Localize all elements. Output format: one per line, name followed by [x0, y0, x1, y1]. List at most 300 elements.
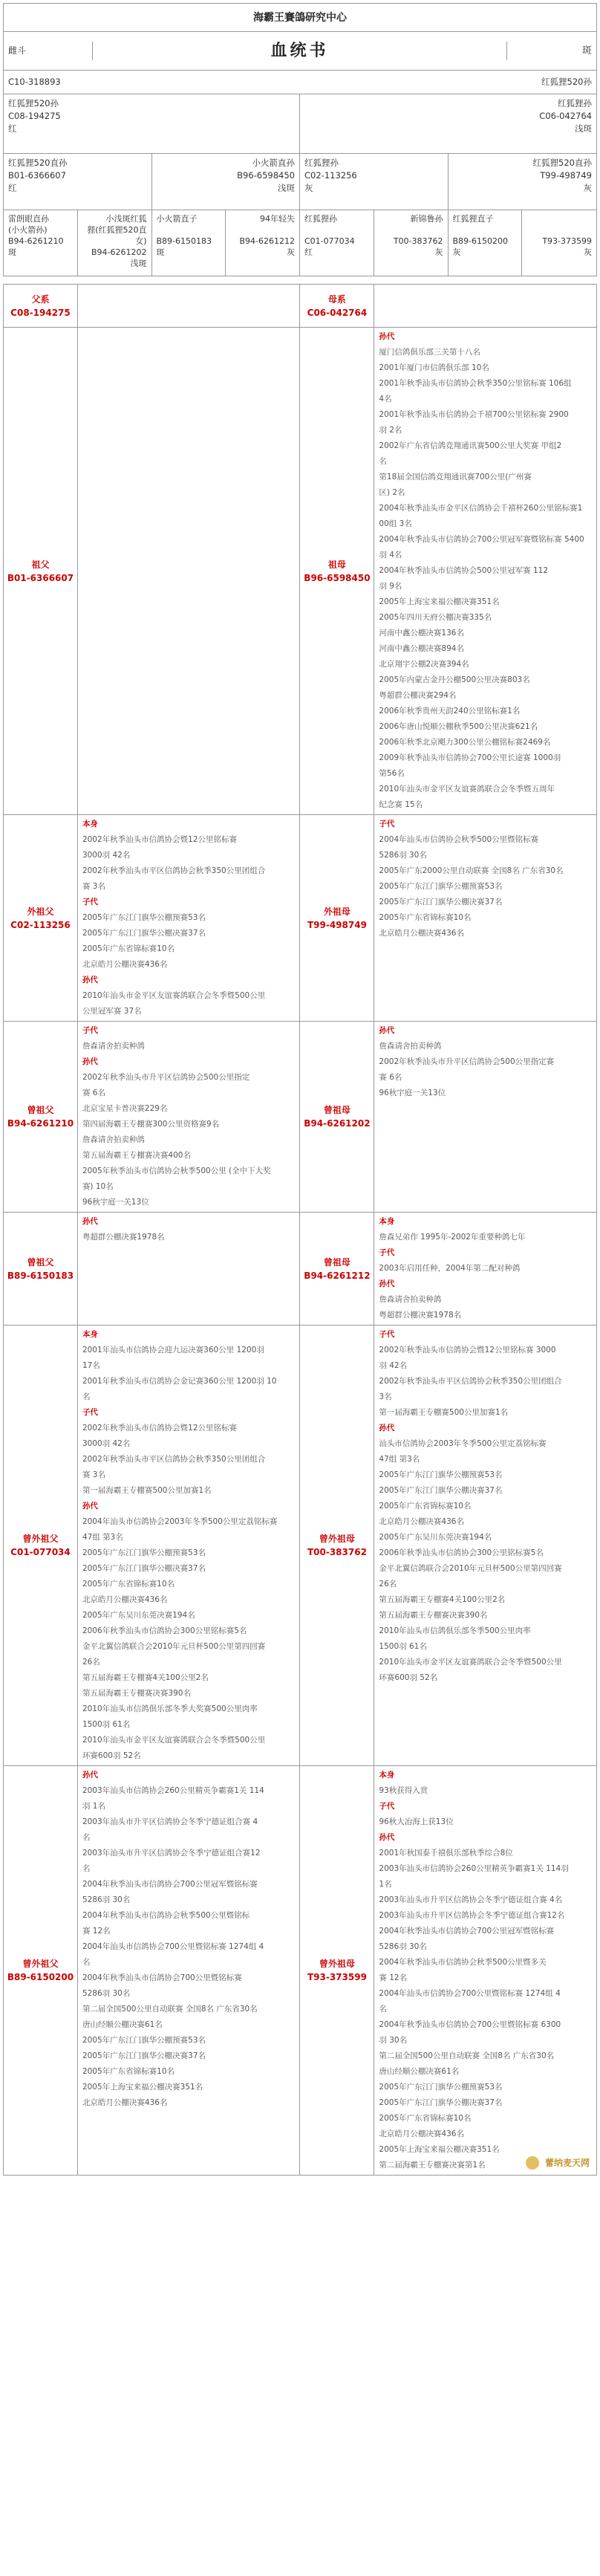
- record-section-label: 孙代: [379, 332, 395, 341]
- race-record: 赛 3名: [82, 1470, 105, 1479]
- race-record: 17名: [82, 1361, 100, 1370]
- race-record: 2005年广东省锦标赛10名: [379, 2114, 472, 2123]
- record-section-label: 本身: [82, 1330, 98, 1339]
- race-record: 47组 第3名: [379, 1455, 420, 1464]
- race-record: 2005年内蒙古金丹公棚500公里决赛803名: [379, 675, 530, 684]
- record-section-label: 孙代: [379, 1026, 395, 1035]
- race-record: 2005年广东吴川东莞决赛194名: [379, 1533, 492, 1542]
- pedigree-id-row: [4, 71, 596, 94]
- ancestor-ring: B96-6598450: [304, 572, 371, 583]
- grandparent-cell: [449, 154, 597, 210]
- ggp-line: 红狐狸直子: [452, 214, 494, 224]
- sire-color: 红: [8, 123, 17, 134]
- race-record: 26名: [379, 1580, 397, 1589]
- grandparent-cell: [300, 154, 449, 210]
- ggp-line: 斑: [8, 247, 16, 257]
- record-section-label: 孙代: [82, 1057, 98, 1066]
- race-record: 2002年广东省信鸽竞翔通讯赛500公里大奖赛 甲组2: [379, 441, 562, 450]
- grandparent-ring: C02-113256: [304, 170, 357, 181]
- race-record: 2005年上海宝来福公棚决赛351名: [379, 597, 500, 606]
- race-record: 2005年广东省锦标赛10名: [82, 2067, 175, 2076]
- maternal-ancestor-label: [300, 1022, 374, 1213]
- ancestor-ring: C06-042764: [307, 307, 368, 318]
- grandparent-color: 浅斑: [278, 183, 295, 193]
- race-record: 羽 1名: [82, 1802, 105, 1811]
- watermark-text: 蕾纳麦天网: [544, 2157, 590, 2168]
- race-record: 2004年秋季汕头市信鸽协会700公里冠军暨铭标赛: [379, 1927, 555, 1936]
- record-section-label: 孙代: [379, 1833, 395, 1842]
- race-record: 2006年唐山悦顺公棚秋季500公里决赛621名: [379, 722, 538, 731]
- race-record: 2004年秋季汕头市信鸽协会700公里暨铭标赛 6300: [379, 2020, 561, 2029]
- race-record: 北京皓月公棚决赛436名: [82, 2098, 168, 2107]
- race-record: 2005年广东省锦标赛10名: [82, 1580, 175, 1589]
- grandparent-name: 红狐狸520直孙: [8, 158, 68, 168]
- race-record: 2005年广东江门旗华公棚预赛53名: [82, 1548, 206, 1557]
- ggp-line: 斑: [156, 247, 165, 257]
- grandparent-cell: [152, 154, 301, 210]
- grandparent-name: 红狐狸孙: [304, 158, 339, 168]
- grandparent-color: 红: [8, 183, 17, 193]
- race-record: 2010年汕头市金平区友谊赛鸽联合会冬季暨500公里: [379, 1658, 562, 1667]
- record-section-label: 孙代: [379, 1424, 395, 1433]
- paternal-ancestor-label: [4, 1766, 78, 2176]
- bird-ring-number: C10-318893: [8, 77, 61, 87]
- ancestor-relation: 曾祖父: [27, 1105, 54, 1115]
- race-record: 唐山经顺公棚决赛61名: [379, 2067, 460, 2076]
- race-record: 2002年秋季汕头市升平区信鸽协会500公里指定赛: [379, 1057, 555, 1066]
- ancestor-ring: B94-6261212: [304, 1270, 371, 1281]
- race-record: 2005年上海宝来福公棚决赛351名: [379, 2145, 500, 2154]
- sire-strain: 红狐狸520孙: [8, 98, 59, 108]
- race-record: 2004年秋季汕头市信鸽协会500公里冠军赛 112: [379, 566, 549, 575]
- ggp-line: 灰: [434, 247, 443, 257]
- record-section-label: 本身: [379, 1217, 395, 1226]
- ancestor-relation: 外祖母: [323, 906, 350, 917]
- race-record: 环赛600羽 52名: [82, 1751, 141, 1760]
- ggp-line: 灰: [584, 247, 592, 257]
- race-record: 金平北翼信鸽联合会2010年元旦杯500公里第四回赛: [82, 1642, 266, 1651]
- paternal-ancestor-records: [77, 815, 300, 1022]
- race-record: 羽 9名: [379, 582, 402, 591]
- sire-cell: [4, 94, 300, 154]
- great-grandparent-cell: [374, 210, 449, 276]
- maternal-ancestor-label: [300, 1213, 374, 1326]
- maternal-ancestor-records: [374, 328, 597, 815]
- race-record: 名: [379, 457, 387, 466]
- ggp-line: 灰: [287, 247, 295, 257]
- maternal-ancestor-records: [374, 815, 597, 1022]
- record-section-label: 子代: [82, 1026, 98, 1035]
- paternal-ancestor-label: [4, 285, 78, 328]
- race-record: 名: [82, 1833, 91, 1842]
- maternal-ancestor-label: [300, 1326, 374, 1766]
- race-record: 2004年秋季汕头市信鸽协会700公里冠军暨铭标赛: [82, 1880, 258, 1889]
- race-record: 96秋大冶海上获13位: [379, 1817, 454, 1826]
- pedigree-chart: [3, 3, 597, 276]
- race-record: 赛 12名: [379, 1973, 408, 1982]
- ancestor-relation: 母系: [327, 293, 346, 305]
- maternal-ancestor-label: [300, 815, 374, 1022]
- site-watermark: [526, 2156, 590, 2170]
- race-record: 2010年汕头市金平区友谊赛鸽联合会冬季暨500公里: [82, 991, 266, 1000]
- record-section-label: 子代: [82, 898, 98, 906]
- race-record: 2004年汕头市信鸽协会700公里暨铭标赛 1274组 4: [82, 1942, 264, 1951]
- race-record: 厦门信鸽俱乐部三关第十八名: [379, 348, 480, 357]
- race-record: 2003年汕头市升平区信鸽协会冬季宁德证组合赛12名: [379, 1911, 565, 1920]
- ggp-line: [304, 224, 369, 236]
- race-record: 羽 2名: [379, 426, 402, 435]
- race-record: 粤超群公棚决赛1978名: [82, 1233, 165, 1242]
- ancestor-ring: T00-383762: [307, 1547, 367, 1557]
- race-record: 汕头市信鸽协会2003年冬季500公里定荔铭标赛: [379, 1439, 547, 1448]
- record-section-label: 孙代: [82, 1217, 98, 1226]
- race-record: 唐山经顺公棚决赛61名: [82, 2020, 163, 2029]
- race-record: 2004年汕头市信鸽协会秋季500公里暨铭标赛: [379, 835, 539, 844]
- race-record: 河南中鑫公棚决赛894名: [379, 644, 464, 653]
- race-record: 北京皓月公棚决赛436名: [379, 2129, 464, 2138]
- parents-row: [4, 94, 596, 154]
- race-record: 2006年秋季贵州天韵240公里铭标赛1名: [379, 707, 521, 716]
- race-record: 26名: [82, 1658, 100, 1667]
- ggp-line: [526, 224, 592, 236]
- paternal-ancestor-label: [4, 1326, 78, 1766]
- race-record: 2006年秋季北京飓力300公里公棚铭标赛2469名: [379, 738, 551, 747]
- race-record: 名: [82, 1958, 91, 1967]
- ancestor-ring: B89-6150183: [7, 1270, 74, 1281]
- race-record: 第18届全国信鸽竞翔通讯赛700公里(广州赛: [379, 473, 532, 481]
- race-record: 2009年秋季汕头市信鸽协会700公里长途赛 1000羽: [379, 753, 561, 762]
- race-record: 詹森兄弟作 1995年-2002年重要种鸽七年: [379, 1233, 526, 1242]
- race-record: 2003年汕头市升平区信鸽协会冬季宁德证组合赛 4: [82, 1817, 258, 1826]
- race-record: 赛 12名: [82, 1927, 111, 1936]
- ancestor-relation: 曾外祖父: [22, 1534, 59, 1544]
- race-record: 2004年秋季汕头市信鸽协会700公里冠军赛暨铭标赛 5400: [379, 535, 584, 544]
- record-section-label: 孙代: [82, 1771, 98, 1779]
- race-record: 环赛600羽 52名: [379, 1673, 438, 1682]
- ancestor-relation: 祖母: [327, 559, 346, 570]
- ggp-line: 狸(红狐狸520直: [87, 225, 147, 235]
- race-record: 北京宝星卡普决赛229名: [82, 1104, 168, 1113]
- grandparent-name: 小火箭直孙: [252, 158, 295, 168]
- race-record: 羽 30名: [379, 2036, 408, 2045]
- paternal-ancestor-label: [4, 328, 78, 815]
- record-section-label: 本身: [379, 1771, 395, 1779]
- org-title: 海霸王賽鴿研究中心: [4, 4, 596, 32]
- race-record: 2005年广东省锦标赛10名: [82, 944, 175, 953]
- grandparent-color: 灰: [583, 183, 592, 193]
- race-record: 第二届海霸王专棚赛决赛第1名: [379, 2161, 486, 2170]
- race-record: 第四届海霸王专棚赛300公里资格赛9名: [82, 1120, 220, 1129]
- race-record: 詹森请舍拍卖种鸽: [379, 1295, 442, 1304]
- maternal-ancestor-records: [374, 1022, 597, 1213]
- race-record: 2005年广东江门旗华公棚决赛37名: [82, 1564, 206, 1573]
- race-record: 2005年广东省锦标赛10名: [379, 913, 472, 922]
- record-section-label: 孙代: [82, 976, 98, 984]
- grandparent-name: 红狐狸520直孙: [532, 158, 592, 168]
- race-record: 2003年汕头市信鸽协会260公里精英争霸赛1关 114羽: [379, 1864, 569, 1873]
- ggp-line: 红: [304, 247, 313, 257]
- race-record: 詹森请舍拍卖种鸽: [82, 1042, 145, 1051]
- race-record: 47组 第3名: [82, 1533, 123, 1542]
- race-record: 2003年汕头市升平区信鸽协会冬季宁德证组合赛12: [82, 1849, 261, 1858]
- race-record: 2005年广东吴川东莞决赛194名: [82, 1611, 195, 1620]
- race-record: 2006年秋季汕头市信鸽协会300公里铭标赛5名: [379, 1548, 544, 1557]
- race-record: 羽 4名: [379, 551, 402, 559]
- race-record: 2005年广东江门旗华公棚决赛37名: [379, 898, 503, 906]
- grandparent-ring: T99-498749: [540, 170, 592, 181]
- sire-ring: C08-194275: [8, 111, 61, 121]
- race-record: 2004年秋季汕头市信鸽协会秋季500公里暨铭标: [82, 1911, 250, 1920]
- ancestor-relation: 曾祖母: [323, 1256, 350, 1268]
- grandparent-ring: B01-6366607: [8, 170, 66, 181]
- ggp-line: 新锦鲁孙: [410, 214, 443, 224]
- maternal-ancestor-label: [300, 328, 374, 815]
- ancestor-relation: 曾祖父: [27, 1256, 54, 1268]
- race-record: 2001年秋季汕头市信鸽协会金记赛360公里 1200羽 10: [82, 1377, 277, 1386]
- race-record: 名: [82, 1392, 91, 1401]
- ancestor-relation: 外祖父: [27, 906, 54, 917]
- maternal-ancestor-label: [300, 285, 374, 328]
- ancestry-row: [4, 815, 597, 1022]
- dam-ring: C06-042764: [539, 111, 592, 121]
- race-record: 第二届全国500公里自动联赛 全国8名 广东省30名: [82, 2005, 258, 2014]
- race-record: 2001年秋国泰千禧俱乐部秋季综合8位: [379, 1849, 513, 1858]
- ancestry-row: [4, 328, 597, 815]
- race-record: 2005年广东江门旗华公棚决赛37名: [82, 929, 206, 938]
- ancestor-ring: B94-6261202: [304, 1118, 371, 1129]
- ggp-line: [379, 224, 443, 236]
- ancestor-relation: 曾外祖父: [22, 1959, 59, 1969]
- race-record: 区) 2名: [379, 488, 405, 497]
- ggp-line: [526, 213, 592, 224]
- ancestor-ring: B01-6366607: [7, 572, 74, 583]
- grandparent-ring: B96-6598450: [237, 170, 295, 181]
- ancestor-relation: 父系: [31, 293, 50, 305]
- ggp-line: 小浅斑红狐: [105, 214, 147, 224]
- paternal-ancestor-records: [77, 285, 300, 328]
- race-record: 2005年广东江门旗华公棚决赛37名: [82, 2051, 206, 2060]
- paternal-ancestor-records: [77, 1022, 300, 1213]
- race-record: 2005年广东江门旗华公棚预赛53名: [379, 882, 503, 891]
- record-section-label: 孙代: [379, 1279, 395, 1288]
- maternal-ancestor-records: [374, 1326, 597, 1766]
- race-record: 公里冠军赛 37名: [82, 1007, 142, 1016]
- race-record: 北京皓月公棚决赛436名: [82, 960, 168, 969]
- race-record: 2005年广东江门旗华公棚预赛53名: [82, 2036, 206, 2045]
- race-record: 2001年秋季汕头市信鸽协会秋季350公里铭标赛 106组: [379, 379, 572, 388]
- grandparent-color: 灰: [304, 183, 313, 193]
- ancestor-ring: T93-373599: [307, 1972, 367, 1982]
- race-record: 第56名: [379, 769, 405, 778]
- ggp-line: B94-6261202: [91, 247, 147, 257]
- ancestry-row: [4, 285, 597, 328]
- race-record: 赛 6名: [379, 1073, 402, 1082]
- race-record: 5286羽 30名: [82, 1989, 131, 1998]
- paternal-ancestor-label: [4, 815, 78, 1022]
- ancestor-relation: 曾外祖母: [319, 1534, 355, 1544]
- race-record: 2002年秋季汕头市信鸽协会暨12公里铭标赛: [82, 1424, 238, 1433]
- race-record: 金平北翼信鸽联合会2010年元旦杯500公里第四回赛: [379, 1564, 562, 1573]
- ggp-line: 红狐狸孙: [304, 214, 337, 224]
- record-section-label: 子代: [82, 1408, 98, 1417]
- ggp-line: 灰: [452, 247, 461, 257]
- grandparent-cell: [4, 154, 152, 210]
- race-record: 第五届海霸王专棚赛决赛390名: [379, 1611, 488, 1620]
- race-record: 2005年广东江门旗华公棚预赛53名: [379, 2083, 503, 2092]
- dam-strain: 红狐狸孙: [558, 98, 592, 108]
- race-record: 2004年汕头市信鸽协会700公里暨铭标赛 1274组 4: [379, 1989, 561, 1998]
- ggp-line: T93-373599: [542, 236, 592, 246]
- race-record: 第一届海霸王专棚赛500公里加赛1名: [82, 1486, 212, 1495]
- logo-icon: [526, 2156, 539, 2170]
- record-section-label: 孙代: [82, 1502, 98, 1511]
- ancestry-records-table: [3, 284, 597, 2176]
- great-grandparent-cell: [226, 210, 300, 276]
- race-record: 2010年汕头市信鸽俱乐部冬季500公里肉率: [379, 1626, 531, 1635]
- race-record: 詹森请舍拍卖种鸽: [82, 1135, 145, 1144]
- dam-cell: [300, 94, 596, 154]
- great-grandparent-cell: [522, 210, 596, 276]
- race-record: 赛 6名: [82, 1089, 105, 1097]
- ggp-line: B94-6261210: [8, 236, 64, 246]
- race-record: 北京皓月公棚决赛436名: [379, 929, 464, 938]
- pedigree-header-row: [4, 32, 596, 71]
- race-record: 第二届全国500公里自动联赛 全国8名 广东省30名: [379, 2051, 555, 2060]
- ggp-line: 女): [135, 236, 147, 246]
- ancestor-relation: 曾外祖母: [319, 1959, 355, 1969]
- race-record: 2003年汕头市信鸽协会260公里精英争霸赛1关 114: [82, 1786, 264, 1795]
- ancestry-row: [4, 1326, 597, 1766]
- race-record: 3000羽 42名: [82, 851, 131, 860]
- race-record: 1500羽 61名: [82, 1720, 131, 1729]
- race-record: 2003年汕头市升平区信鸽协会冬季宁德证组合赛 4名: [379, 1895, 563, 1904]
- race-record: 2005年广东江门旗华公棚预赛53名: [82, 913, 206, 922]
- race-record: 名: [379, 2005, 387, 2014]
- race-record: 1500羽 61名: [379, 1642, 427, 1651]
- ancestor-ring: C01-077034: [10, 1547, 71, 1557]
- race-record: 96秋宇庭一关13位: [379, 1089, 446, 1097]
- ancestor-relation: 曾祖母: [323, 1105, 350, 1115]
- dam-color: 浅斑: [575, 123, 592, 134]
- race-record: 2004年秋季汕头市金平区信鸽协会千禧杯260公里铭标赛1: [379, 504, 583, 513]
- race-record: 2005年上海宝来福公棚决赛351名: [82, 2083, 203, 2092]
- ancestor-relation: 祖父: [31, 559, 50, 570]
- ancestry-row: [4, 1766, 597, 2176]
- race-record: 3000羽 42名: [82, 1439, 131, 1448]
- ggp-line: 浅斑: [130, 259, 147, 268]
- great-grandparent-cell: [78, 210, 152, 276]
- bird-strain: 红狐狸520孙: [541, 77, 592, 87]
- great-grandparent-cell: [449, 210, 523, 276]
- pedigree-page: [3, 3, 597, 2176]
- race-record: 00组 3名: [379, 519, 412, 528]
- maternal-ancestor-label: [300, 1766, 374, 2176]
- great-grandparent-cell: [152, 210, 226, 276]
- paternal-ancestor-records: [77, 1326, 300, 1766]
- race-record: 粤超群公棚决赛1978名: [379, 1311, 462, 1320]
- paternal-ancestor-label: [4, 1213, 78, 1326]
- ancestor-ring: C08-194275: [10, 307, 71, 318]
- paternal-ancestor-records: [77, 1213, 300, 1326]
- ggp-line: C01-077034: [304, 236, 355, 246]
- race-record: 北京皓月公棚决赛436名: [379, 1517, 464, 1526]
- paternal-ancestor-records: [77, 1766, 300, 2176]
- record-section-label: 子代: [379, 1248, 395, 1257]
- ggp-line: B89-6150200: [452, 236, 509, 246]
- race-record: 2004年汕头市信鸽协会2003年冬季500公里定荔铭标赛: [82, 1517, 278, 1526]
- race-record: 第五届海霸王专棚赛决赛400名: [82, 1151, 191, 1160]
- race-record: 第五届海霸王专棚赛4关100公里2名: [82, 1673, 209, 1682]
- race-record: 96秋宇庭一关13位: [82, 1198, 149, 1207]
- race-record: 5286羽 30名: [379, 851, 427, 860]
- race-record: 2002年秋季汕头市信鸽协会暨12公里铭标赛 3000: [379, 1346, 556, 1354]
- ggp-line: [453, 224, 518, 236]
- race-record: 93秋获得入赏: [379, 1786, 428, 1795]
- ggp-line: 94年轻失: [260, 214, 295, 224]
- race-record: 4名: [379, 395, 392, 403]
- race-record: 2005年四川天府公棚决赛335名: [379, 613, 492, 622]
- paternal-ancestor-records: [77, 328, 300, 815]
- race-record: 2003年启用任种，2004年第二配对种鸽: [379, 1264, 521, 1273]
- race-record: 2006年秋季汕头市信鸽协会300公里铭标赛5名: [82, 1626, 247, 1635]
- race-record: 5286羽 30名: [82, 1895, 131, 1904]
- race-record: 2002年秋季汕头市升平区信鸽协会500公里指定: [82, 1073, 250, 1082]
- race-record: 2002年秋季汕头市平区信鸽协会秋季350公里团组合: [82, 1455, 266, 1464]
- pedigree-title: 血统书: [93, 42, 507, 60]
- ggp-line: 雷朗眼直孙: [8, 214, 49, 224]
- color-label: 斑: [581, 45, 592, 56]
- maternal-ancestor-records: [374, 1766, 597, 2176]
- race-record: 纪念赛 15名: [379, 800, 423, 809]
- ggp-line: B94-6261212: [239, 236, 295, 246]
- race-record: 2004年秋季汕头市信鸽协会700公里暨铭标赛: [82, 1973, 242, 1982]
- great-grandparents-row: [4, 210, 596, 276]
- maternal-ancestor-records: [374, 285, 597, 328]
- ggp-line: B89-6150183: [156, 236, 212, 246]
- ggp-line: [157, 224, 221, 236]
- race-record: 北京翔宇公棚2决赛394名: [379, 660, 469, 669]
- race-record: 2005年广东江门旗华公棚决赛37名: [379, 1486, 503, 1495]
- race-record: 3名: [379, 1392, 392, 1401]
- race-record: 第一届海霸王专棚赛500公里加赛1名: [379, 1408, 509, 1417]
- ggp-line: (小火箭孙): [8, 225, 48, 235]
- race-record: 2005年广东江门旗华公棚预赛53名: [379, 1470, 503, 1479]
- race-record: 北京皓月公棚决赛436名: [82, 1595, 168, 1604]
- race-record: 名: [82, 1864, 91, 1873]
- ggp-line: T00-383762: [393, 236, 443, 246]
- race-record: 2005年广东江门旗华公棚决赛37名: [379, 2098, 503, 2107]
- race-record: 河南中鑫公棚决赛136名: [379, 629, 464, 637]
- race-record: 2001年汕头市信鸽协会迎九运决赛360公里 1200羽: [82, 1346, 264, 1354]
- race-record: 2004年秋季汕头市信鸽协会秋季500公里暨多关: [379, 1958, 547, 1967]
- record-section-label: 子代: [379, 1330, 395, 1339]
- race-record: 2002年秋季汕头市平区信鸽协会秋季350公里团组合: [379, 1377, 562, 1386]
- race-record: 2005年广东2000公里自动联赛 全国8名 广东省30名: [379, 866, 564, 875]
- ancestor-ring: C02-113256: [10, 919, 71, 930]
- race-record: 2005年秋季汕头市信鸽协会秋季500公里 (全中下大奖: [82, 1167, 271, 1175]
- grandparents-row: [4, 154, 596, 210]
- race-record: 2005年广东省锦标赛10名: [379, 1502, 472, 1511]
- record-section-label: 本身: [82, 820, 98, 828]
- ggp-line: 小火箭直子: [156, 214, 198, 224]
- race-record: 1名: [379, 1880, 392, 1889]
- ggp-line: [230, 224, 295, 236]
- sex-label: 雌斗: [4, 42, 93, 60]
- race-record: 粤超群公棚决赛294名: [379, 691, 457, 700]
- great-grandparent-cell: [300, 210, 374, 276]
- race-record: 2001年厦门市信鸽俱乐部 10名: [379, 363, 489, 372]
- record-section-label: 子代: [379, 1802, 395, 1811]
